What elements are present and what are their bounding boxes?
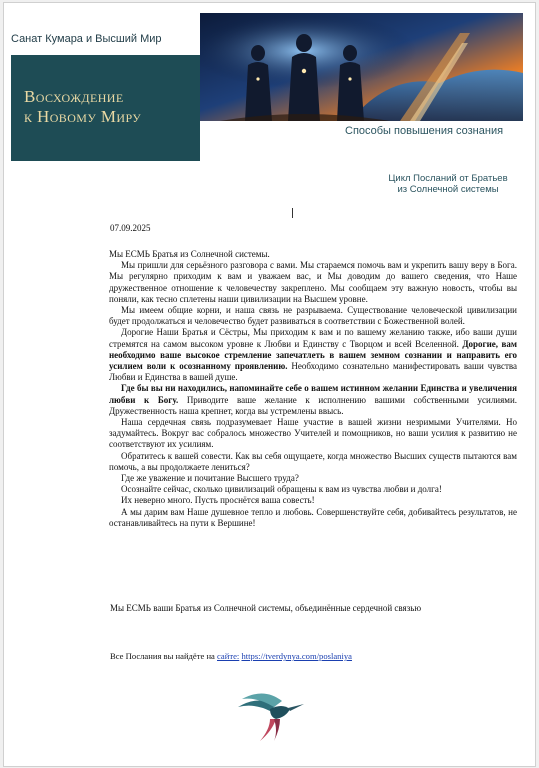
paragraph: А мы дарим вам Наше душевное тепло и любовь. Совершенствуйте себя, добивайтесь результатов, не останавливайтесь на пути к Вершине! [109, 506, 517, 528]
paragraph: Мы имеем общие корни, и наша связь не разрываема. Существование человеческой цивилизации будет продолжаться и человечество будет развиваться в соответствии с Божественной волей. [109, 305, 517, 327]
paragraph-text: Дорогие Наши Братья и Сёстры, Мы приходим к вам и по вашему желанию также, ибо ваши души стремятся на самом высоком уровне к Любви и Единству с Творцом и всей Вселенной. [109, 327, 517, 349]
paragraph: Мы пришли для серьёзного разговора с вами. Мы стараемся помочь вам и укрепить вашу веру в Бога. Мы регулярно приходим к вам и уважаем вас, и Мы доводим до вашего сведения, что Наше дружественное отношение к человечеству закреплено. Мы сообщаем эту важную новость, чтобы вы поняли, как тесно сплетены наши цивилизации на Высшем уровне. [109, 260, 517, 304]
banner-subtitle: Способы повышения сознания [345, 125, 504, 137]
paragraph [109, 383, 517, 417]
message-body [109, 249, 517, 529]
message-date: 07.09.2025 [110, 223, 151, 233]
paragraph-bold-text: Дорогие, вам необходимо ваше высокое стремление запечатлеть в вашем земном сознании и направить его усилием воли к осознанному проявлению. [109, 338, 517, 372]
cycle-line2: из Солнечной системы [397, 184, 499, 195]
document-page [3, 2, 536, 767]
paragraph: Их неверно много. Пусть проснётся ваша совесть! [121, 495, 315, 506]
paragraph: Обратитесь к вашей совести. Как вы себя ощущаете, когда множество Высших существ пытаются вам помочь, а вы продолжаете лениться? [109, 450, 517, 472]
paragraph-bold-text: Где бы вы ни находились, напоминайте себе о вашем истинном желании Единства и увеличения любви к Богу. [109, 383, 517, 405]
paragraph [109, 327, 517, 383]
paragraph: Где же уважение и почитание Высшего труда? [121, 473, 299, 484]
footer-prefix: Все Послания вы найдёте на [110, 651, 215, 661]
paragraph-text: Необходимо сознательно манифестировать ваши чувства Любви и Единства в вашей душе. [109, 361, 518, 383]
banner-image [200, 13, 523, 121]
brand-label: Санат Кумара и Высший Мир [11, 33, 162, 45]
banner-title [24, 87, 141, 127]
cycle-line1: Цикл Посланий от Братьев [388, 173, 508, 184]
footer-link[interactable]: https://tverdynya.com/poslaniya [241, 651, 352, 661]
banner-title-panel [11, 55, 200, 161]
paragraph-text: Приводите ваше желание к исполнению вашими собственными усилиями. Дружественность наша крепнет, когда вы устремлены ввысь. [109, 394, 518, 416]
paragraph: Осознайте сейчас, сколько цивилизаций обращены к вам из чувства любви и долга! [121, 484, 442, 495]
paragraph: Наша сердечная связь подразумевает Наше участие в вашей жизни незримыми Учителями. Но задумайтесь. Вокруг вас собралось множество Учителей и помощников, но ваши усилия к развитию не соответствуют их усилиям. [109, 417, 517, 450]
footer-note [110, 651, 352, 661]
text-cursor [292, 208, 293, 218]
banner-title-line2: к Новому Миру [24, 107, 142, 126]
cycle-caption [378, 173, 518, 195]
closing-signature: Мы ЕСМЬ ваши Братья из Солнечной системы, объединённые сердечной связью [110, 603, 422, 613]
hummingbird-icon [230, 689, 310, 743]
footer-site-word: сайте: [217, 651, 240, 661]
paragraph-greeting: Мы ЕСМЬ Братья из Солнечной системы. [109, 249, 270, 259]
banner-title-line1: Восхождение [24, 87, 124, 106]
